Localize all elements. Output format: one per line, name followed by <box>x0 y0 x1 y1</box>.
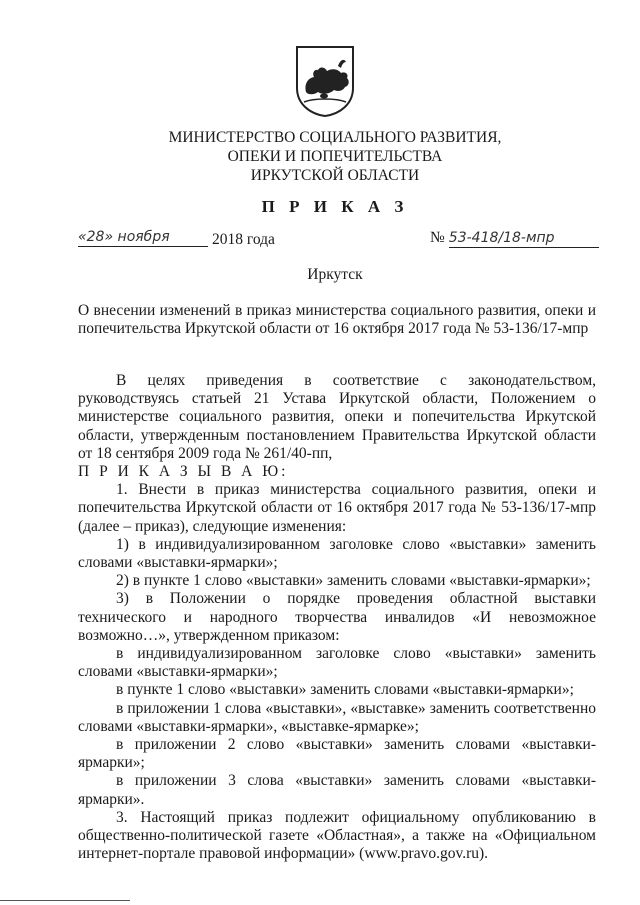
body-paragraph: 1) в индивидуализированном заголовке слово «выставки» заменить словами «выставки-ярмарки»; <box>78 535 596 572</box>
body-paragraph: в приложении 1 слова «выставки», «выставке» заменить соответственно словами «выставки-ярмарки», «выставке-ярмарке»; <box>78 699 596 735</box>
ministry-name <box>120 128 550 185</box>
year-text: 2018 года <box>212 231 275 248</box>
body-paragraph: 2) в пункте 1 слово «выставки» заменить словами «выставки-ярмарки»; <box>116 572 591 590</box>
order-subject: О внесении изменений в приказ министерства социального развития, опеки и попечительства Иркутской области от 16 октября 2017 года № 53-136/17-мпр <box>78 302 596 338</box>
handwritten-number: 53-418/18-мпр <box>449 230 599 248</box>
body-paragraph: в приложении 2 слово «выставки» заменить словами «выставки-ярмарки»; <box>78 736 596 772</box>
city: Иркутск <box>307 266 363 283</box>
body-paragraph: 1. Внести в приказ министерства социального развития, опеки и попечительства Иркутской области от 16 октября 2017 года № 53-136/17-мпр (далее – приказ), следующие изменения: <box>78 481 596 535</box>
handwritten-date: «28» ноября <box>78 229 208 247</box>
ministry-line: МИНИСТЕРСТВО СОЦИАЛЬНОГО РАЗВИТИЯ, <box>168 129 502 146</box>
coat-of-arms-icon <box>294 44 356 118</box>
order-number <box>430 229 599 248</box>
body-paragraph: в приложении 3 слова «выставки» заменить словами «выставки-ярмарки». <box>78 772 596 808</box>
body-paragraph: В целях приведения в соответствие с законодательством, руководствуясь статьей 21 Устава Иркутской области, Положением о министерстве социального развития, опеки и попечительства Иркутской области, утвержденным постановлением Правительства Иркутской области от 18 сентября 2009 года № 261/40-пп, <box>78 372 596 462</box>
order-command: П Р И К А З Ы В А Ю: <box>78 463 289 481</box>
body-paragraph: в пункте 1 слово «выставки» заменить словами «выставки-ярмарки»; <box>116 681 574 699</box>
body-paragraph: 3) в Положении о порядке проведения областной выставки технического и народного творчества инвалидов «И невозможное возможно…», утвержденном приказом: <box>78 590 596 644</box>
document-type: П Р И К А З <box>261 197 409 216</box>
ministry-line: ИРКУТСКОЙ ОБЛАСТИ <box>250 167 420 184</box>
body-paragraph: в индивидуализированном заголовке слово «выставки» заменить словами «выставки-ярмарки»; <box>78 645 596 681</box>
body-paragraph: 3. Настоящий приказ подлежит официальному опубликованию в общественно-политической газете «Областная», а также на «Официальном интернет-портале правовой информации» (www.pravo.gov.ru). <box>78 808 596 863</box>
footer-divider <box>0 900 130 901</box>
order-body <box>78 372 596 863</box>
date-number-line <box>78 231 608 255</box>
number-label: № <box>430 229 445 246</box>
ministry-line: ОПЕКИ И ПОПЕЧИТЕЛЬСТВА <box>227 148 443 165</box>
